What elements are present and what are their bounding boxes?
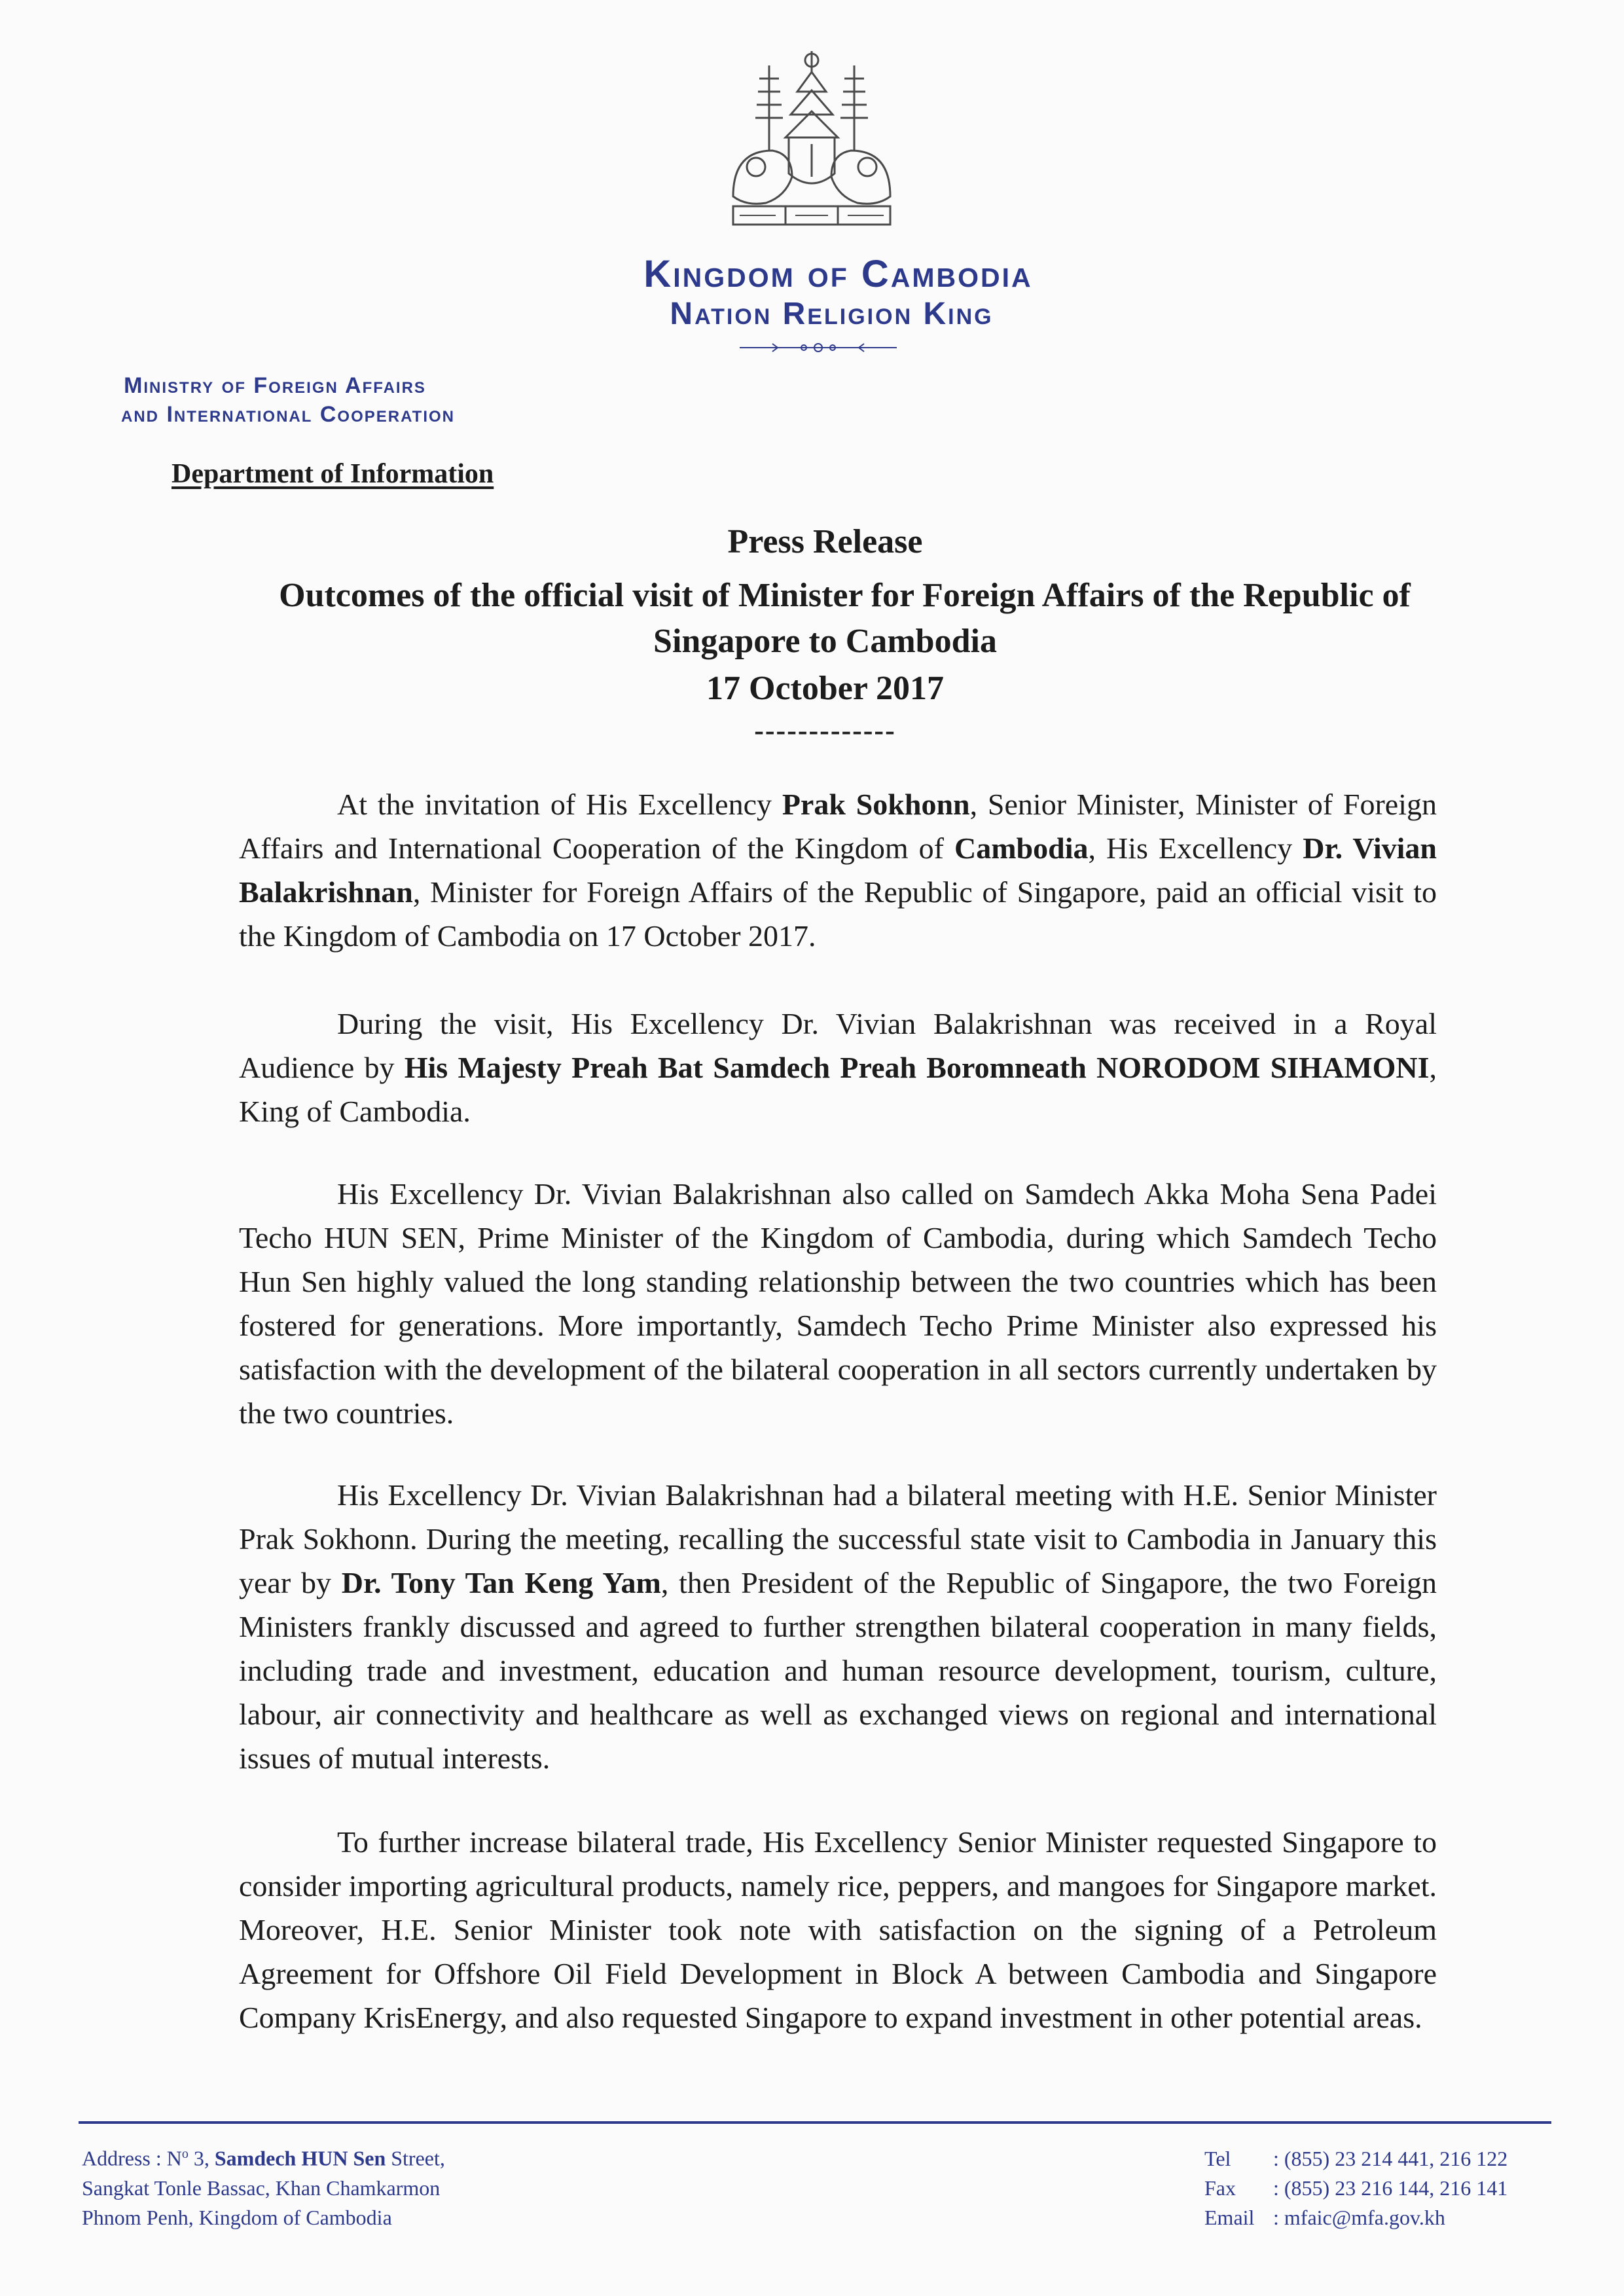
paragraph-bilateral-meeting [239, 1473, 1437, 1780]
text-run: , King of Cambodia. [239, 1051, 1437, 1128]
press-release-date: 17 October 2017 [706, 670, 944, 707]
email-row [1204, 2203, 1507, 2232]
footer-divider [79, 2121, 1551, 2124]
bold-name: Dr. Vivian Balakrishnan [239, 831, 1437, 909]
fax-value: : (855) 23 216 144, 216 141 [1273, 2176, 1508, 2200]
fax-label: Fax [1204, 2176, 1236, 2200]
title-separator: ------------- [754, 714, 896, 746]
bold-name: Prak Sokhonn [782, 788, 970, 821]
royal-coat-of-arms-icon [720, 46, 903, 236]
text-run: , His Excellency [1088, 831, 1303, 865]
fax-row [1204, 2174, 1507, 2203]
bold-name: His Majesty Preah Bat Samdech Preah Boromneath NORODOM SIHAMONI [404, 1051, 1430, 1084]
text-run: , then President of the Republic of Singapore, the two Foreign Ministers frankly discussed and agreed to further strengthen bilateral cooperation in many fields, including trade and investment, education and human resource development, tourism, culture, labour, air connectivity and healthcare as well as exchanged views on regional and international issues of mutual interests. [239, 1566, 1437, 1775]
bold-name: Dr. Tony Tan Keng Yam [341, 1566, 661, 1599]
footer-contact [1204, 2144, 1507, 2232]
department-heading: Department of Information [171, 459, 494, 489]
email-link[interactable]: : mfaic@mfa.gov.kh [1273, 2206, 1445, 2229]
ministry-name-line2: and International Cooperation [121, 402, 455, 427]
paragraph-invitation [239, 782, 1437, 958]
kingdom-title: Kingdom of Cambodia [643, 253, 1033, 295]
press-release-title-line2: Singapore to Cambodia [653, 623, 997, 660]
address-line1 [82, 2140, 445, 2174]
text-run: , Minister for Foreign Affairs of the Republic of Singapore, paid an official visit to the Kingdom of Cambodia on 17 October 2017. [239, 875, 1437, 953]
text-run: Address : N [82, 2146, 182, 2170]
ornament-divider-icon [733, 340, 903, 355]
text-run: o [181, 2147, 189, 2161]
press-release-title-line1: Outcomes of the official visit of Minister for Foreign Affairs of the Republic of [279, 577, 1411, 614]
bold-name: Cambodia [954, 831, 1089, 865]
text-run: His Excellency Dr. Vivian Balakrishnan had a bilateral meeting with H.E. Senior Minister Prak Sokhonn. During the meeting, recalling the successful state visit to Cambodia in January this year by [239, 1478, 1437, 1599]
address-line2: Sangkat Tonle Bassac, Khan Chamkarmon [82, 2176, 441, 2200]
text-run: 3, [188, 2146, 215, 2170]
paragraph-prime-minister: His Excellency Dr. Vivian Balakrishnan also called on Samdech Akka Moha Sena Padei Techo HUN SEN, Prime Minister of the Kingdom of Cambodia, during which Samdech Techo Hun Sen highly valued the long standing relationship between the two countries which has been fostered for generations. More importantly, Samdech Techo Prime Minister also expressed his satisfaction with the development of the bilateral cooperation in all sectors currently undertaken by the two countries. [239, 1177, 1437, 1430]
kingdom-motto: Nation Religion King [670, 297, 994, 331]
paragraph-trade: To further increase bilateral trade, His Excellency Senior Minister requested Singapore to consider importing agricultural products, namely rice, peppers, and mangoes for Singapore market. Moreover, H.E. Senior Minister took note with satisfaction on the signing of a Petroleum Agreement for Offshore Oil Field Development in Block A between Cambodia and Singapore Company KrisEnergy, and also requested Singapore to expand investment in other potential areas. [239, 1825, 1437, 2034]
bold-street: Samdech HUN Sen [214, 2146, 386, 2170]
address-line3: Phnom Penh, Kingdom of Cambodia [82, 2205, 392, 2229]
tel-row [1204, 2144, 1507, 2174]
paragraph-royal-audience [239, 1002, 1437, 1133]
text-run: Street, [386, 2146, 445, 2170]
email-label: Email [1204, 2206, 1255, 2229]
text-run: At the invitation of His Excellency [337, 788, 782, 821]
text-run: , Senior Minister, Minister of Foreign Affairs and International Cooperation of the Kingdom of [239, 788, 1437, 865]
text-run: During the visit, His Excellency Dr. Vivian Balakrishnan was received in a Royal Audience by [239, 1007, 1437, 1084]
ministry-name-line1: Ministry of Foreign Affairs [124, 373, 426, 398]
tel-value: : (855) 23 214 441, 216 122 [1273, 2147, 1508, 2170]
footer-address [82, 2140, 445, 2232]
press-release-label: Press Release [727, 523, 923, 560]
tel-label: Tel [1204, 2147, 1231, 2170]
